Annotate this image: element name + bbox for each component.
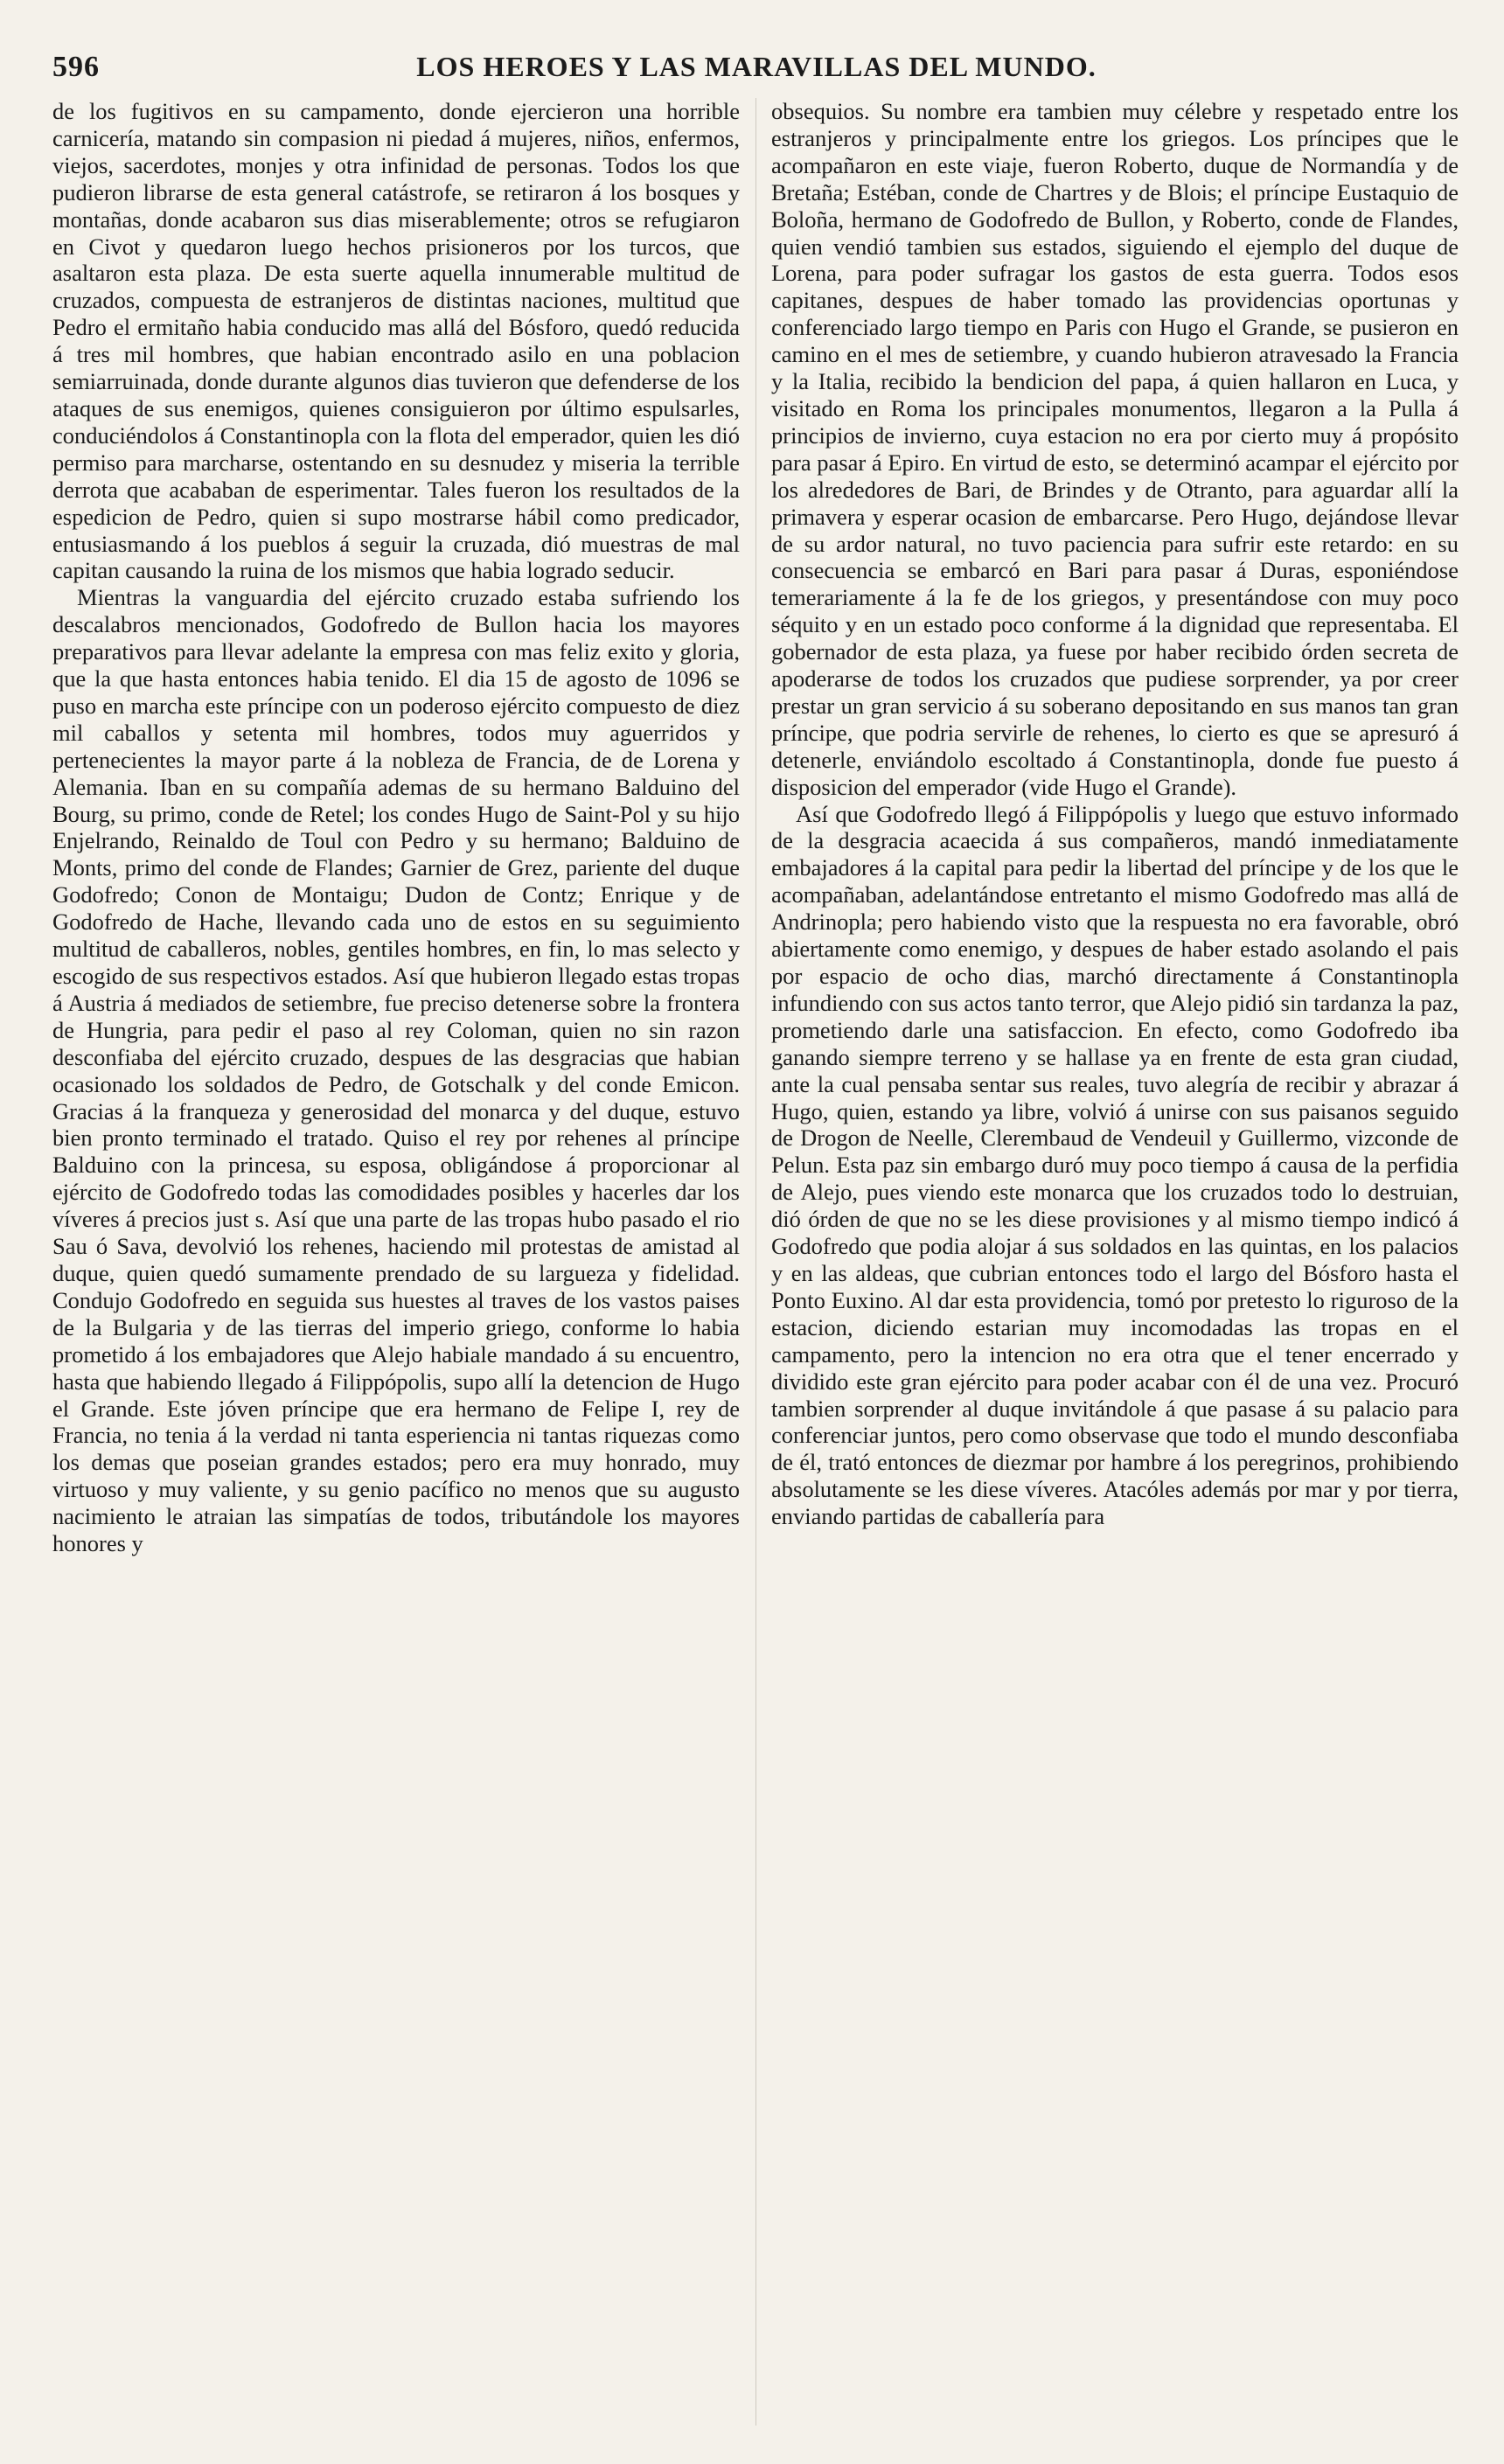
column-divider bbox=[755, 98, 756, 2426]
page-header bbox=[52, 51, 1460, 86]
right-column bbox=[771, 98, 1459, 2426]
paragraph: obsequios. Su nombre era tambien muy célebre y respetado entre los estranjeros y principalmente entre los griegos. Los príncipes que le acompañaron en este viaje, fueron Roberto, duque de Normandía y de Bretaña; Estéban, conde de Chartres y de Blois; el príncipe Eustaquio de Boloña, hermano de Godofredo de Bullon, y Roberto, conde de Flandes, quien vendió tambien sus estados, siguiendo el ejemplo del duque de Lorena, para poder sufragar los gastos de esta guerra. Todos esos capitanes, despues de haber tomado las providencias oportunas y conferenciado largo tiempo en Paris con Hugo el Grande, se pusieron en camino en el mes de setiembre, y cuando hubieron atravesado la Francia y la Italia, recibido la bendicion del papa, á quien hallaron en Luca, y visitado en Roma los principales monumentos, llegaron a la Pulla á principios de invierno, cuya estacion no era por cierto muy á propósito para pasar á Epiro. En virtud de esto, se determinó acampar el ejército por los alrededores de Bari, de Brindes y de Otranto, para aguardar allí la primavera y esperar ocasion de embarcarse. Pero Hugo, dejándose llevar de su ardor natural, no tuvo paciencia para sufrir este retardo: en su consecuencia se embarcó en Bari para pasar á Duras, esponiéndose temerariamente á la fe de los griegos, y presentándose con muy poco séquito y en un estado poco conforme á la dignidad que representaba. El gobernador de esta plaza, ya fuese por haber recibido órden secreta de apoderarse de todos los cruzados que pudiese sorprender, ya por creer prestar un gran servicio á su soberano depositando en sus manos tan gran príncipe, que podria servirle de rehenes, lo cierto es que se apresuró á detenerle, enviándolo escoltado á Constantinopla, donde fue puesto á disposicion del emperador (vide Hugo el Grande). bbox=[771, 98, 1459, 800]
paragraph: de los fugitivos en su campamento, donde ejercieron una horrible carnicería, matando sin compasion ni piedad á mujeres, niños, enfermos, viejos, sacerdotes, monjes y otra infinidad de personas. Todos los que pudieron librarse de esta general catástrofe, se retiraron á los bosques y montañas, donde acabaron sus dias miserablemente; otros se refugiaron en Civot y quedaron luego hechos prisioneros por los turcos, que asaltaron esta plaza. De esta suerte aquella innumerable multitud de cruzados, compuesta de estranjeros de distintas naciones, multitud que Pedro el ermitaño habia conducido mas allá del Bósforo, quedó reducida á tres mil hombres, que habian encontrado asilo en una poblacion semiarruinada, donde durante algunos dias tuvieron que defenderse de los ataques de sus enemigos, quienes consiguieron por último espulsarles, conduciéndolos á Constantinopla con la flota del emperador, quien les dió permiso para marcharse, ostentando en su desnudez y miseria la terrible derrota que acababan de esperimentar. Tales fueron los resultados de la espedicion de Pedro, quien si supo mostrarse hábil como predicador, entusiasmando á los pueblos á seguir la cruzada, dió muestras de mal capitan causando la ruina de los mismos que habia logrado seducir. bbox=[52, 98, 740, 584]
page-number: 596 bbox=[52, 51, 100, 83]
text-columns bbox=[52, 98, 1459, 2426]
paragraph: Así que Godofredo llegó á Filippópolis y luego que estuvo informado de la desgracia acaecida á sus compañeros, mandó inmediatamente embajadores á la capital para pedir la libertad del príncipe y de los que le acompañaban, adelantándose entretanto el mismo Godofredo mas allá de Andrinopla; pero habiendo visto que la respuesta no era favorable, obró abiertamente como enemigo, y despues de haber estado asolando el pais por espacio de ocho dias, marchó directamente á Constantinopla infundiendo con sus actos tanto terror, que Alejo pidió sin tardanza la paz, prometiendo darle una satisfaccion. En efecto, como Godofredo iba ganando siempre terreno y se hallase ya en frente de esta gran ciudad, ante la cual pensaba sentar sus reales, tuvo alegría de recibir y abrazar á Hugo, quien, estando ya libre, volvió á unirse con sus paisanos seguido de Drogon de Neelle, Clerembaud de Vendeuil y Guillermo, vizconde de Pelun. Esta paz sin embargo duró muy poco tiempo á causa de la perfidia de Alejo, pues viendo este monarca que los cruzados todo lo destruian, dió órden de que no se les diese provisiones y al mismo tiempo indicó á Godofredo que podia alojar á sus soldados en las quintas, en los palacios y en las aldeas, que cubrian entonces todo el largo del Bósforo hasta el Ponto Euxino. Al dar esta providencia, tomó por pretesto lo riguroso de la estacion, diciendo estarian muy incomodadas las tropas en el campamento, pero la intencion no era otra que el tener encerrado y dividido este gran ejército para poder acabar con él de una vez. Procuró tambien sorprender al duque invitándole á que pasase á su palacio para conferenciar juntos, pero como observase que todo el mundo desconfiaba de él, trató entonces de diezmar por hambre á los peregrinos, prohibiendo absolutamente se les diese víveres. Atacóles además por mar y por tierra, enviando partidas de caballería para bbox=[771, 800, 1459, 1530]
left-column bbox=[52, 98, 740, 2426]
running-title: LOS HEROES Y LAS MARAVILLAS DEL MUNDO. bbox=[416, 51, 1097, 82]
paragraph: Mientras la vanguardia del ejército cruzado estaba sufriendo los descalabros mencionados, Godofredo de Bullon hacia los mayores preparativos para llevar adelante la empresa con mas feliz exito y gloria, que la que hasta entonces habia tenido. El dia 15 de agosto de 1096 se puso en marcha este príncipe con un poderoso ejército compuesto de diez mil caballos y setenta mil hombres, todos muy aguerridos y pertenecientes la mayor parte á la nobleza de Francia, de de Lorena y Alemania. Iban en su compañía ademas de su hermano Balduino del Bourg, su primo, conde de Retel; los condes Hugo de Saint-Pol y su hijo Enjelrando, Reinaldo de Toul con Pedro y su hermano; Balduino de Monts, primo del conde de Flandes; Garnier de Grez, pariente del duque Godofredo; Conon de Montaigu; Dudon de Contz; Enrique y de Godofredo de Hache, llevando cada uno de estos en su seguimiento multitud de caballeros, nobles, gentiles hombres, en fin, lo mas selecto y escogido de sus respectivos estados. Así que hubieron llegado estas tropas á Austria á mediados de setiembre, fue preciso detenerse sobre la frontera de Hungria, para pedir el paso al rey Coloman, quien no sin razon desconfiaba del ejército cruzado, despues de las desgracias que habian ocasionado los soldados de Pedro, de Gotschalk y del conde Emicon. Gracias á la franqueza y generosidad del monarca y del duque, estuvo bien pronto terminado el tratado. Quiso el rey por rehenes al príncipe Balduino con la princesa, su esposa, obligándose á proporcionar al ejército de Godofredo todas las comodidades posibles y hacerles dar los víveres á precios just s. Así que una parte de las tropas hubo pasado el rio Sau ó Sava, devolvió los rehenes, haciendo mil protestas de amistad al duque, quien quedó sumamente prendado de su largueza y fidelidad. Condujo Godofredo en seguida sus huestes al traves de los vastos paises de la Bulgaria y de las tierras del imperio griego, conforme lo habia prometido á los embajadores que Alejo habiale mandado á su encuentro, hasta que habiendo llegado á Filippópolis, supo allí la detencion de Hugo el Grande. Este jóven príncipe que era hermano de Felipe I, rey de Francia, no tenia á la verdad ni tanta esperiencia ni tantas riquezas como los demas que poseian grandes estados; pero era muy honrado, muy virtuoso y muy valiente, y su genio pacífico no menos que su augusto nacimiento le atraian las simpatías de todos, tributándole los mayores honores y bbox=[52, 584, 740, 1557]
